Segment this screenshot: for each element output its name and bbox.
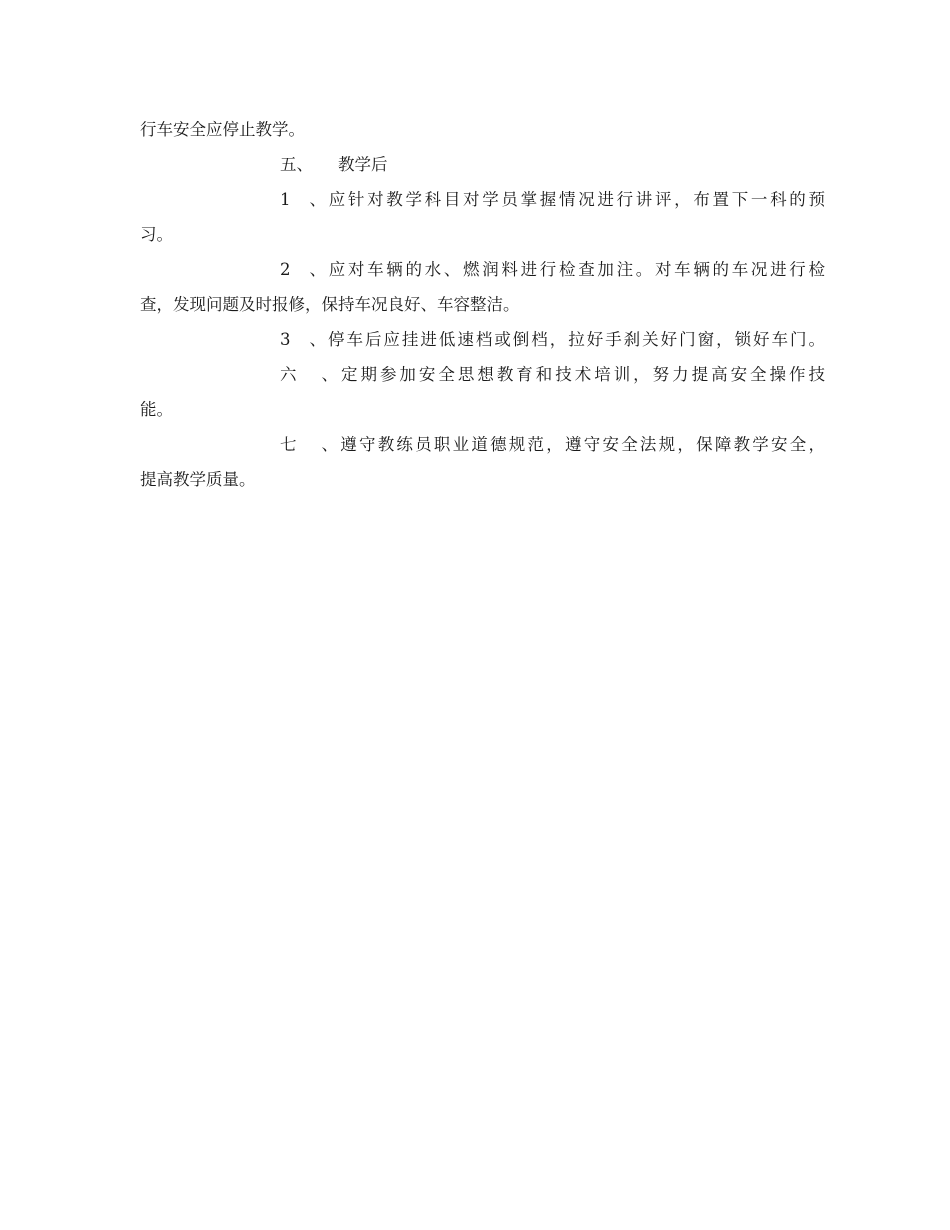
section-5-heading — [140, 147, 825, 182]
item-2-line-1 — [140, 252, 825, 287]
section-7-text-2: 提高教学质量。 — [140, 470, 256, 489]
item-2-text-2: 查，发现问题及时报修，保持车况良好、车容整洁。 — [140, 295, 520, 314]
item-1-line-2 — [140, 217, 825, 252]
section-6-line-2 — [140, 392, 825, 427]
item-2-text-1: 应对车辆的水、燃润料进行检查加注。对车辆的车况进行检 — [326, 260, 825, 279]
item-3-line-1 — [140, 322, 825, 357]
section-7-marker: 七、 — [280, 435, 338, 454]
section-7-line-1 — [140, 427, 825, 462]
continuation-text: 行车安全应停止教学。 — [140, 120, 305, 139]
section-6-text-2: 能。 — [140, 400, 173, 419]
item-3-text-1: 停车后应挂进低速档或倒档，拉好手刹关好门窗，锁好车门。 — [326, 330, 825, 349]
section-5-title: 教学后 — [338, 155, 388, 174]
document-body — [140, 112, 825, 497]
section-5-marker: 五、 — [280, 155, 313, 174]
section-6-text-1: 定期参加安全思想教育和技术培训，努力提高安全操作技 — [338, 365, 825, 384]
item-2-line-2 — [140, 287, 825, 322]
section-6-marker: 六、 — [280, 365, 338, 384]
item-1-marker: 1、 — [280, 190, 326, 209]
item-2-marker: 2、 — [280, 260, 326, 279]
item-1-text-2: 习。 — [140, 225, 173, 244]
item-1-text-1: 应针对教学科目对学员掌握情况进行讲评，布置下一科的预 — [326, 190, 825, 209]
section-7-text-1: 遵守教练员职业道德规范，遵守安全法规，保障教学安全， — [338, 435, 825, 454]
section-6-line-1 — [140, 357, 825, 392]
continuation-line — [140, 112, 825, 147]
item-3-marker: 3、 — [280, 330, 326, 349]
item-1-line-1 — [140, 182, 825, 217]
section-7-line-2 — [140, 462, 825, 497]
